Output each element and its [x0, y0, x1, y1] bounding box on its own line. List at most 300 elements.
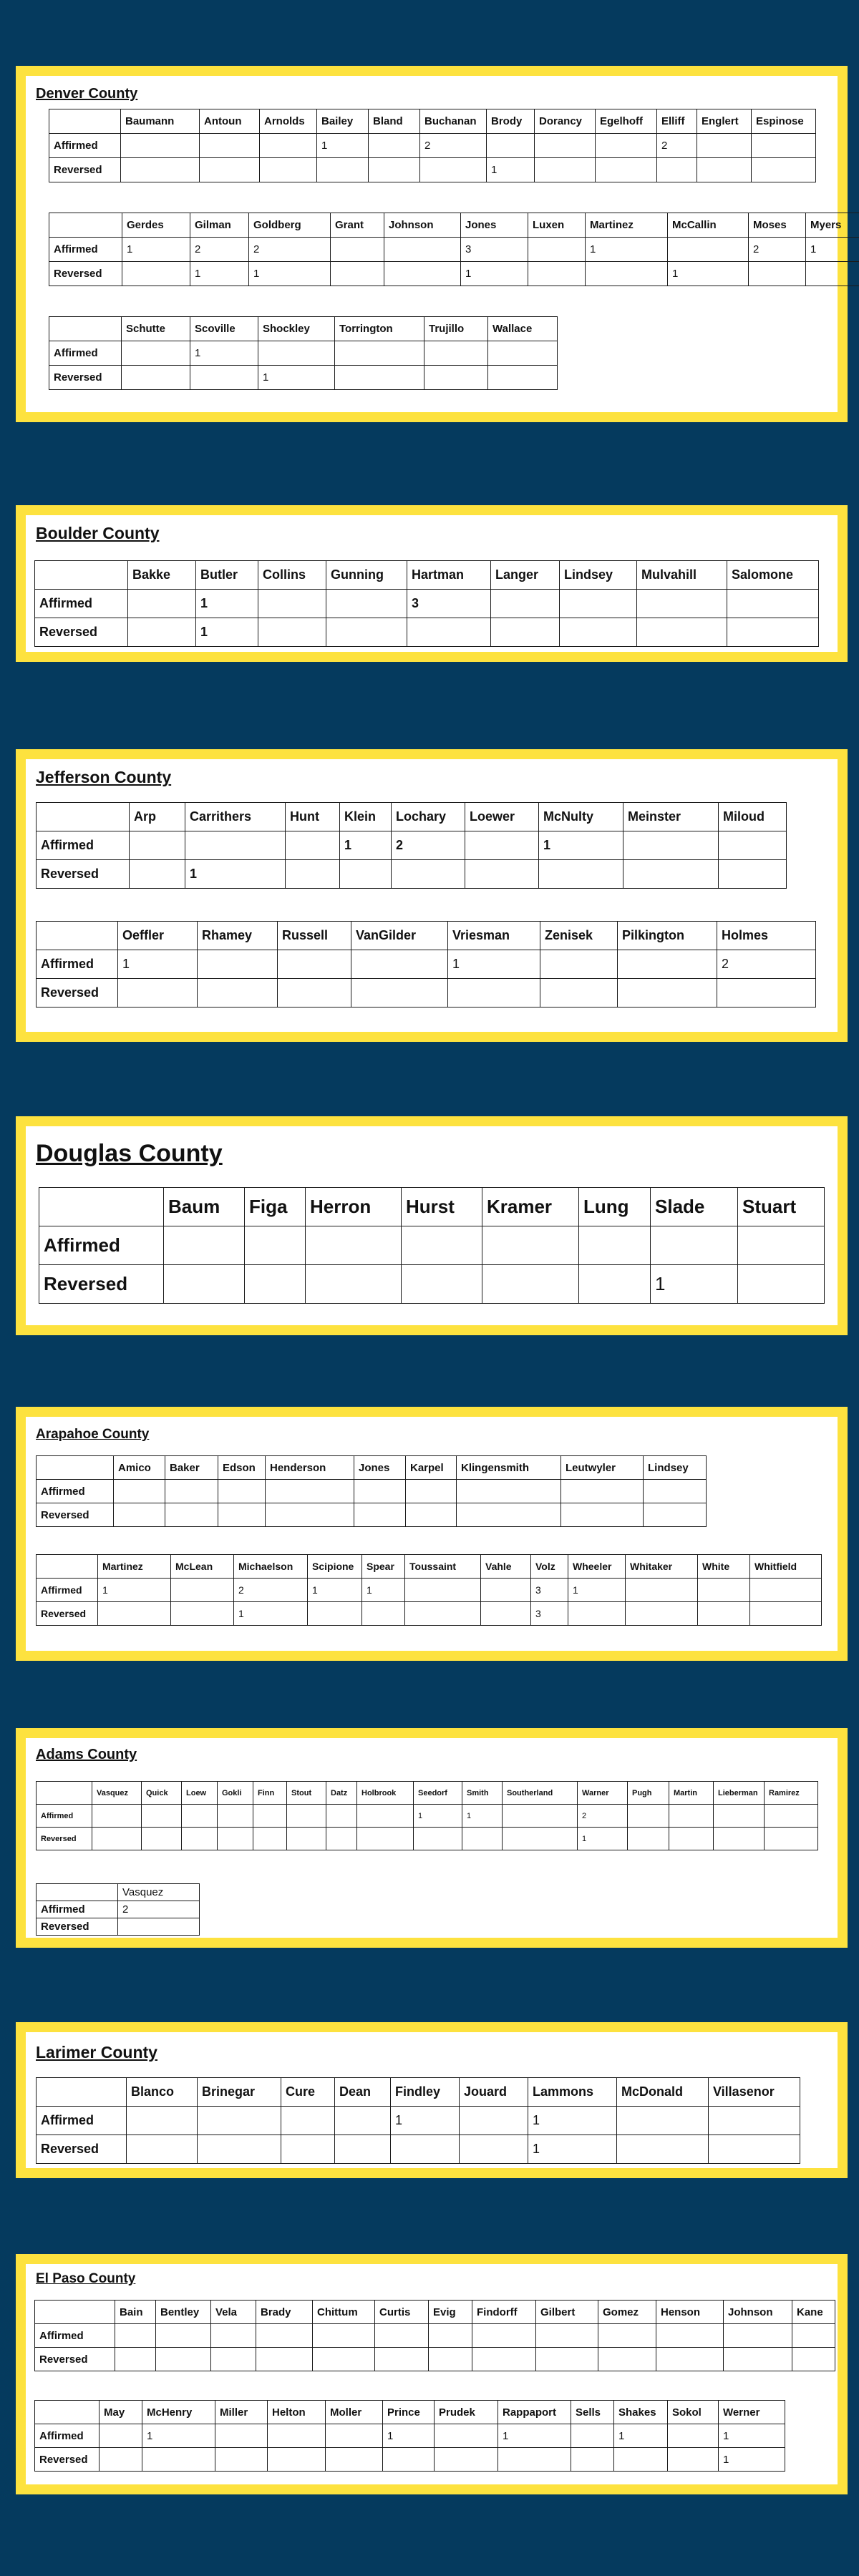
count-cell	[637, 618, 727, 647]
row-label: Reversed	[37, 1918, 118, 1936]
count-cell	[308, 1602, 362, 1626]
count-cell	[598, 2348, 656, 2371]
count-cell	[714, 1805, 765, 1828]
county-card-douglas	[16, 1116, 848, 1335]
judge-name-header: Pilkington	[618, 922, 717, 950]
count-cell	[260, 158, 317, 182]
judge-name-header: Slade	[651, 1188, 738, 1226]
judge-name-header: Rhamey	[198, 922, 278, 950]
judge-name-header: McNulty	[539, 803, 623, 831]
affirmed-row	[37, 1805, 818, 1828]
count-cell	[369, 158, 420, 182]
judge-name-header: Loewer	[465, 803, 539, 831]
count-cell	[405, 1602, 481, 1626]
count-cell	[560, 618, 637, 647]
judge-name-header: Schutte	[122, 317, 190, 341]
count-cell: 1	[340, 831, 392, 860]
row-label: Reversed	[35, 2448, 100, 2472]
count-cell	[258, 618, 326, 647]
count-cell	[114, 1480, 165, 1503]
affirmed-row	[37, 1579, 822, 1602]
judge-name-header: Lung	[579, 1188, 651, 1226]
count-cell	[266, 1503, 354, 1527]
count-cell: 2	[249, 238, 331, 262]
judge-name-header: Arnolds	[260, 109, 317, 134]
count-cell	[218, 1828, 253, 1850]
judge-name-header: Jouard	[460, 2078, 528, 2107]
judge-name-header: Smith	[462, 1782, 503, 1805]
count-cell	[429, 2324, 472, 2348]
count-cell	[256, 2348, 313, 2371]
count-cell	[539, 860, 623, 889]
corner-cell	[37, 1555, 98, 1579]
judge-name-header: Helton	[268, 2401, 326, 2424]
judge-name-header: Warner	[578, 1782, 628, 1805]
count-cell	[256, 2324, 313, 2348]
count-cell	[698, 1579, 750, 1602]
count-cell	[571, 2448, 614, 2472]
count-cell	[561, 1503, 644, 1527]
table-header-row	[35, 2401, 785, 2424]
county-card-elpaso	[16, 2254, 848, 2494]
judge-name-header: Bland	[369, 109, 420, 134]
count-cell	[457, 1503, 561, 1527]
county-title: El Paso County	[36, 2271, 136, 2286]
judge-name-header: Russell	[278, 922, 351, 950]
count-cell	[142, 1828, 182, 1850]
judge-name-header: McHenry	[142, 2401, 215, 2424]
judge-name-header: Salomone	[727, 561, 819, 590]
count-cell	[406, 1503, 457, 1527]
judge-name-header: Dorancy	[535, 109, 596, 134]
count-cell	[98, 1602, 171, 1626]
count-cell	[727, 618, 819, 647]
count-cell	[122, 366, 190, 390]
table-header-row	[39, 1188, 825, 1226]
count-cell	[313, 2324, 375, 2348]
judge-name-header: Martinez	[98, 1555, 171, 1579]
judge-name-header: Gokli	[218, 1782, 253, 1805]
count-cell	[362, 1602, 405, 1626]
corner-cell	[49, 317, 122, 341]
count-cell	[165, 1503, 218, 1527]
judge-name-header: Rappaport	[498, 2401, 571, 2424]
affirmed-row	[37, 1480, 707, 1503]
count-cell	[218, 1805, 253, 1828]
count-cell	[100, 2448, 142, 2472]
row-label: Reversed	[37, 1503, 114, 1527]
judge-name-header: Scipione	[308, 1555, 362, 1579]
count-cell	[268, 2424, 326, 2448]
count-cell: 2	[749, 238, 806, 262]
table-header-row	[37, 2078, 800, 2107]
judge-name-header: Jones	[461, 213, 528, 238]
judge-name-header: Prudek	[435, 2401, 498, 2424]
count-cell: 1	[487, 158, 535, 182]
count-cell	[598, 2324, 656, 2348]
count-cell	[313, 2348, 375, 2371]
judge-name-header: Stuart	[738, 1188, 825, 1226]
judge-name-header: Lochary	[392, 803, 465, 831]
vote-table	[36, 2077, 800, 2164]
count-cell	[281, 2107, 335, 2135]
reversed-row	[37, 860, 787, 889]
count-cell	[127, 2107, 198, 2135]
count-cell	[750, 1579, 822, 1602]
row-label: Affirmed	[39, 1226, 164, 1265]
count-cell	[384, 262, 461, 286]
judge-name-header: Englert	[697, 109, 752, 134]
count-cell	[668, 2448, 719, 2472]
count-cell	[211, 2324, 256, 2348]
judge-name-header: Vasquez	[118, 1884, 200, 1901]
judge-name-header: Butler	[196, 561, 258, 590]
count-cell	[253, 1805, 287, 1828]
row-label: Reversed	[35, 618, 128, 647]
vote-table	[39, 1187, 825, 1304]
judge-name-header: Seedorf	[414, 1782, 462, 1805]
table-header-row	[35, 2301, 835, 2324]
judge-name-header: Wheeler	[568, 1555, 626, 1579]
count-cell	[465, 831, 539, 860]
count-cell: 1	[142, 2424, 215, 2448]
count-cell	[391, 2135, 460, 2164]
reversed-row	[35, 2448, 785, 2472]
county-card-larimer	[16, 2022, 848, 2178]
county-title: Douglas County	[36, 1140, 223, 1167]
judge-name-header: Baum	[164, 1188, 245, 1226]
count-cell	[326, 1828, 357, 1850]
count-cell	[614, 2448, 668, 2472]
count-cell: 1	[528, 2135, 617, 2164]
count-cell	[402, 1226, 482, 1265]
count-cell	[792, 2348, 835, 2371]
row-label: Reversed	[37, 1602, 98, 1626]
judge-name-header: Leutwyler	[561, 1456, 644, 1480]
count-cell	[260, 134, 317, 158]
count-cell: 1	[258, 366, 335, 390]
judge-name-header: VanGilder	[351, 922, 448, 950]
count-cell	[481, 1602, 531, 1626]
count-cell	[657, 158, 697, 182]
count-cell	[472, 2324, 536, 2348]
count-cell	[429, 2348, 472, 2371]
count-cell	[286, 860, 340, 889]
vote-table	[36, 1554, 822, 1626]
count-cell: 2	[190, 238, 249, 262]
count-cell	[406, 1480, 457, 1503]
count-cell: 1	[414, 1805, 462, 1828]
count-cell	[245, 1265, 306, 1304]
judge-name-header: Shakes	[614, 2401, 668, 2424]
count-cell	[335, 2135, 391, 2164]
county-title: Larimer County	[36, 2043, 157, 2062]
judge-name-header: Miloud	[719, 803, 787, 831]
count-cell: 1	[614, 2424, 668, 2448]
count-cell	[698, 1602, 750, 1626]
count-cell	[326, 1805, 357, 1828]
count-cell	[487, 134, 535, 158]
reversed-row	[35, 2348, 835, 2371]
county-title: Adams County	[36, 1747, 137, 1762]
count-cell: 1	[122, 238, 190, 262]
row-label: Affirmed	[37, 1901, 118, 1918]
table-header-row	[35, 561, 819, 590]
count-cell	[130, 831, 185, 860]
count-cell	[354, 1503, 406, 1527]
judge-name-header: Jones	[354, 1456, 406, 1480]
count-cell	[719, 831, 787, 860]
judge-name-header: Michaelson	[234, 1555, 308, 1579]
county-card-arapahoe	[16, 1407, 848, 1661]
count-cell	[579, 1265, 651, 1304]
affirmed-row	[39, 1226, 825, 1265]
count-cell	[331, 262, 384, 286]
count-cell: 1	[806, 238, 859, 262]
table-header-row	[37, 1884, 200, 1901]
judge-name-header: Egelhoff	[596, 109, 657, 134]
judge-name-header: Myers	[806, 213, 859, 238]
count-cell	[727, 590, 819, 618]
count-cell	[128, 618, 196, 647]
count-cell	[668, 238, 749, 262]
count-cell	[586, 262, 668, 286]
judge-name-header: Hurst	[402, 1188, 482, 1226]
judge-name-header: Villasenor	[709, 2078, 800, 2107]
judge-name-header: Herron	[306, 1188, 402, 1226]
count-cell	[752, 134, 816, 158]
count-cell: 1	[528, 2107, 617, 2135]
count-cell	[644, 1480, 707, 1503]
judge-name-header: Johnson	[724, 2301, 792, 2324]
judge-name-header: Sells	[571, 2401, 614, 2424]
judge-name-header: Antoun	[200, 109, 260, 134]
row-label: Affirmed	[49, 238, 122, 262]
count-cell: 1	[461, 262, 528, 286]
county-title: Arapahoe County	[36, 1427, 150, 1442]
corner-cell	[35, 561, 128, 590]
affirmed-row	[37, 1901, 200, 1918]
table-header-row	[37, 1555, 822, 1579]
judge-name-header: Lindsey	[644, 1456, 707, 1480]
count-cell	[596, 158, 657, 182]
count-cell	[498, 2448, 571, 2472]
count-cell	[623, 860, 719, 889]
judge-name-header: Southerland	[503, 1782, 578, 1805]
count-cell: 1	[586, 238, 668, 262]
count-cell	[165, 1480, 218, 1503]
corner-cell	[39, 1188, 164, 1226]
row-label: Reversed	[37, 860, 130, 889]
count-cell	[724, 2348, 792, 2371]
count-cell	[482, 1226, 579, 1265]
judge-name-header: Whitaker	[626, 1555, 698, 1579]
count-cell	[326, 618, 407, 647]
count-cell	[121, 134, 200, 158]
reversed-row	[37, 1828, 818, 1850]
count-cell: 1	[249, 262, 331, 286]
count-cell	[765, 1828, 818, 1850]
count-cell	[491, 590, 560, 618]
judge-name-header: Findorff	[472, 2301, 536, 2324]
county-title: Boulder County	[36, 524, 160, 542]
count-cell	[618, 979, 717, 1008]
table-header-row	[49, 317, 558, 341]
count-cell	[335, 2107, 391, 2135]
reversed-row	[37, 2135, 800, 2164]
count-cell	[335, 366, 424, 390]
count-cell: 1	[539, 831, 623, 860]
vote-table	[36, 1781, 818, 1850]
judge-name-header: Elliff	[657, 109, 697, 134]
affirmed-row	[49, 134, 816, 158]
count-cell	[198, 2107, 281, 2135]
judge-name-header: Johnson	[384, 213, 461, 238]
count-cell	[306, 1265, 402, 1304]
count-cell	[317, 158, 369, 182]
corner-cell	[37, 922, 118, 950]
count-cell	[628, 1805, 669, 1828]
count-cell: 1	[498, 2424, 571, 2448]
table-header-row	[37, 803, 787, 831]
table-header-row	[37, 922, 816, 950]
count-cell	[253, 1828, 287, 1850]
judge-name-header: Cure	[281, 2078, 335, 2107]
judge-name-header: Bakke	[128, 561, 196, 590]
reversed-row	[49, 366, 558, 390]
count-cell	[357, 1805, 414, 1828]
count-cell	[182, 1828, 218, 1850]
count-cell	[448, 979, 540, 1008]
judge-name-header: Moses	[749, 213, 806, 238]
vote-table	[34, 2400, 785, 2472]
judge-name-header: Brinegar	[198, 2078, 281, 2107]
judge-name-header: Holmes	[717, 922, 816, 950]
judge-name-header: Curtis	[375, 2301, 429, 2324]
reversed-row	[49, 262, 859, 286]
judge-name-header: Miller	[215, 2401, 268, 2424]
count-cell	[122, 341, 190, 366]
count-cell	[190, 366, 258, 390]
row-label: Reversed	[35, 2348, 115, 2371]
judge-name-header: Gilbert	[536, 2301, 598, 2324]
row-label: Reversed	[39, 1265, 164, 1304]
county-card-jefferson	[16, 749, 848, 1042]
judge-name-header: Bailey	[317, 109, 369, 134]
count-cell	[198, 2135, 281, 2164]
count-cell	[651, 1226, 738, 1265]
affirmed-row	[37, 2107, 800, 2135]
count-cell	[656, 2348, 724, 2371]
count-cell	[127, 2135, 198, 2164]
judge-name-header: McCallin	[668, 213, 749, 238]
count-cell	[806, 262, 859, 286]
row-label: Affirmed	[37, 1480, 114, 1503]
row-label: Affirmed	[37, 831, 130, 860]
judge-name-header: Karpel	[406, 1456, 457, 1480]
table-header-row	[49, 213, 859, 238]
county-title: Jefferson County	[36, 768, 172, 786]
affirmed-row	[49, 238, 859, 262]
judge-name-header: Sokol	[668, 2401, 719, 2424]
count-cell	[340, 860, 392, 889]
count-cell	[164, 1265, 245, 1304]
judge-name-header: Hunt	[286, 803, 340, 831]
row-label: Affirmed	[37, 1805, 92, 1828]
count-cell	[528, 238, 586, 262]
count-cell	[407, 618, 491, 647]
judge-name-header: Prince	[383, 2401, 435, 2424]
count-cell	[536, 2348, 598, 2371]
count-cell	[724, 2324, 792, 2348]
row-label: Reversed	[49, 366, 122, 390]
corner-cell	[49, 109, 121, 134]
count-cell	[185, 831, 286, 860]
count-cell: 1	[317, 134, 369, 158]
judge-name-header: Carrithers	[185, 803, 286, 831]
count-cell: 1	[196, 590, 258, 618]
count-cell: 1	[308, 1579, 362, 1602]
judge-name-header: Langer	[491, 561, 560, 590]
count-cell	[114, 1503, 165, 1527]
count-cell	[392, 860, 465, 889]
count-cell	[579, 1226, 651, 1265]
count-cell	[540, 979, 618, 1008]
count-cell	[211, 2348, 256, 2371]
judge-name-header: Oeffler	[118, 922, 198, 950]
count-cell: 2	[420, 134, 487, 158]
count-cell	[535, 134, 596, 158]
judge-name-header: Klein	[340, 803, 392, 831]
count-cell	[528, 262, 586, 286]
count-cell: 3	[531, 1602, 568, 1626]
count-cell	[384, 238, 461, 262]
count-cell	[326, 590, 407, 618]
judge-name-header: White	[698, 1555, 750, 1579]
count-cell	[287, 1828, 326, 1850]
judge-name-header: Toussaint	[405, 1555, 481, 1579]
judge-name-header: Torrington	[335, 317, 424, 341]
corner-cell	[49, 213, 122, 238]
judge-name-header: Finn	[253, 1782, 287, 1805]
count-cell	[121, 158, 200, 182]
vote-table	[36, 1883, 200, 1936]
count-cell	[164, 1226, 245, 1265]
count-cell	[749, 262, 806, 286]
count-cell	[617, 2107, 709, 2135]
count-cell: 3	[407, 590, 491, 618]
count-cell	[697, 134, 752, 158]
count-cell	[709, 2135, 800, 2164]
judge-name-header: Bain	[115, 2301, 156, 2324]
count-cell	[198, 979, 278, 1008]
count-cell	[218, 1503, 266, 1527]
count-cell: 3	[461, 238, 528, 262]
affirmed-row	[35, 2324, 835, 2348]
count-cell	[245, 1226, 306, 1265]
count-cell	[171, 1579, 234, 1602]
judge-name-header: Findley	[391, 2078, 460, 2107]
count-cell: 1	[362, 1579, 405, 1602]
judge-name-header: Quick	[142, 1782, 182, 1805]
count-cell	[457, 1480, 561, 1503]
judge-name-header: Edson	[218, 1456, 266, 1480]
count-cell: 1	[98, 1579, 171, 1602]
count-cell	[218, 1480, 266, 1503]
count-cell	[536, 2324, 598, 2348]
vote-table	[36, 921, 816, 1008]
judge-name-header: Werner	[719, 2401, 785, 2424]
